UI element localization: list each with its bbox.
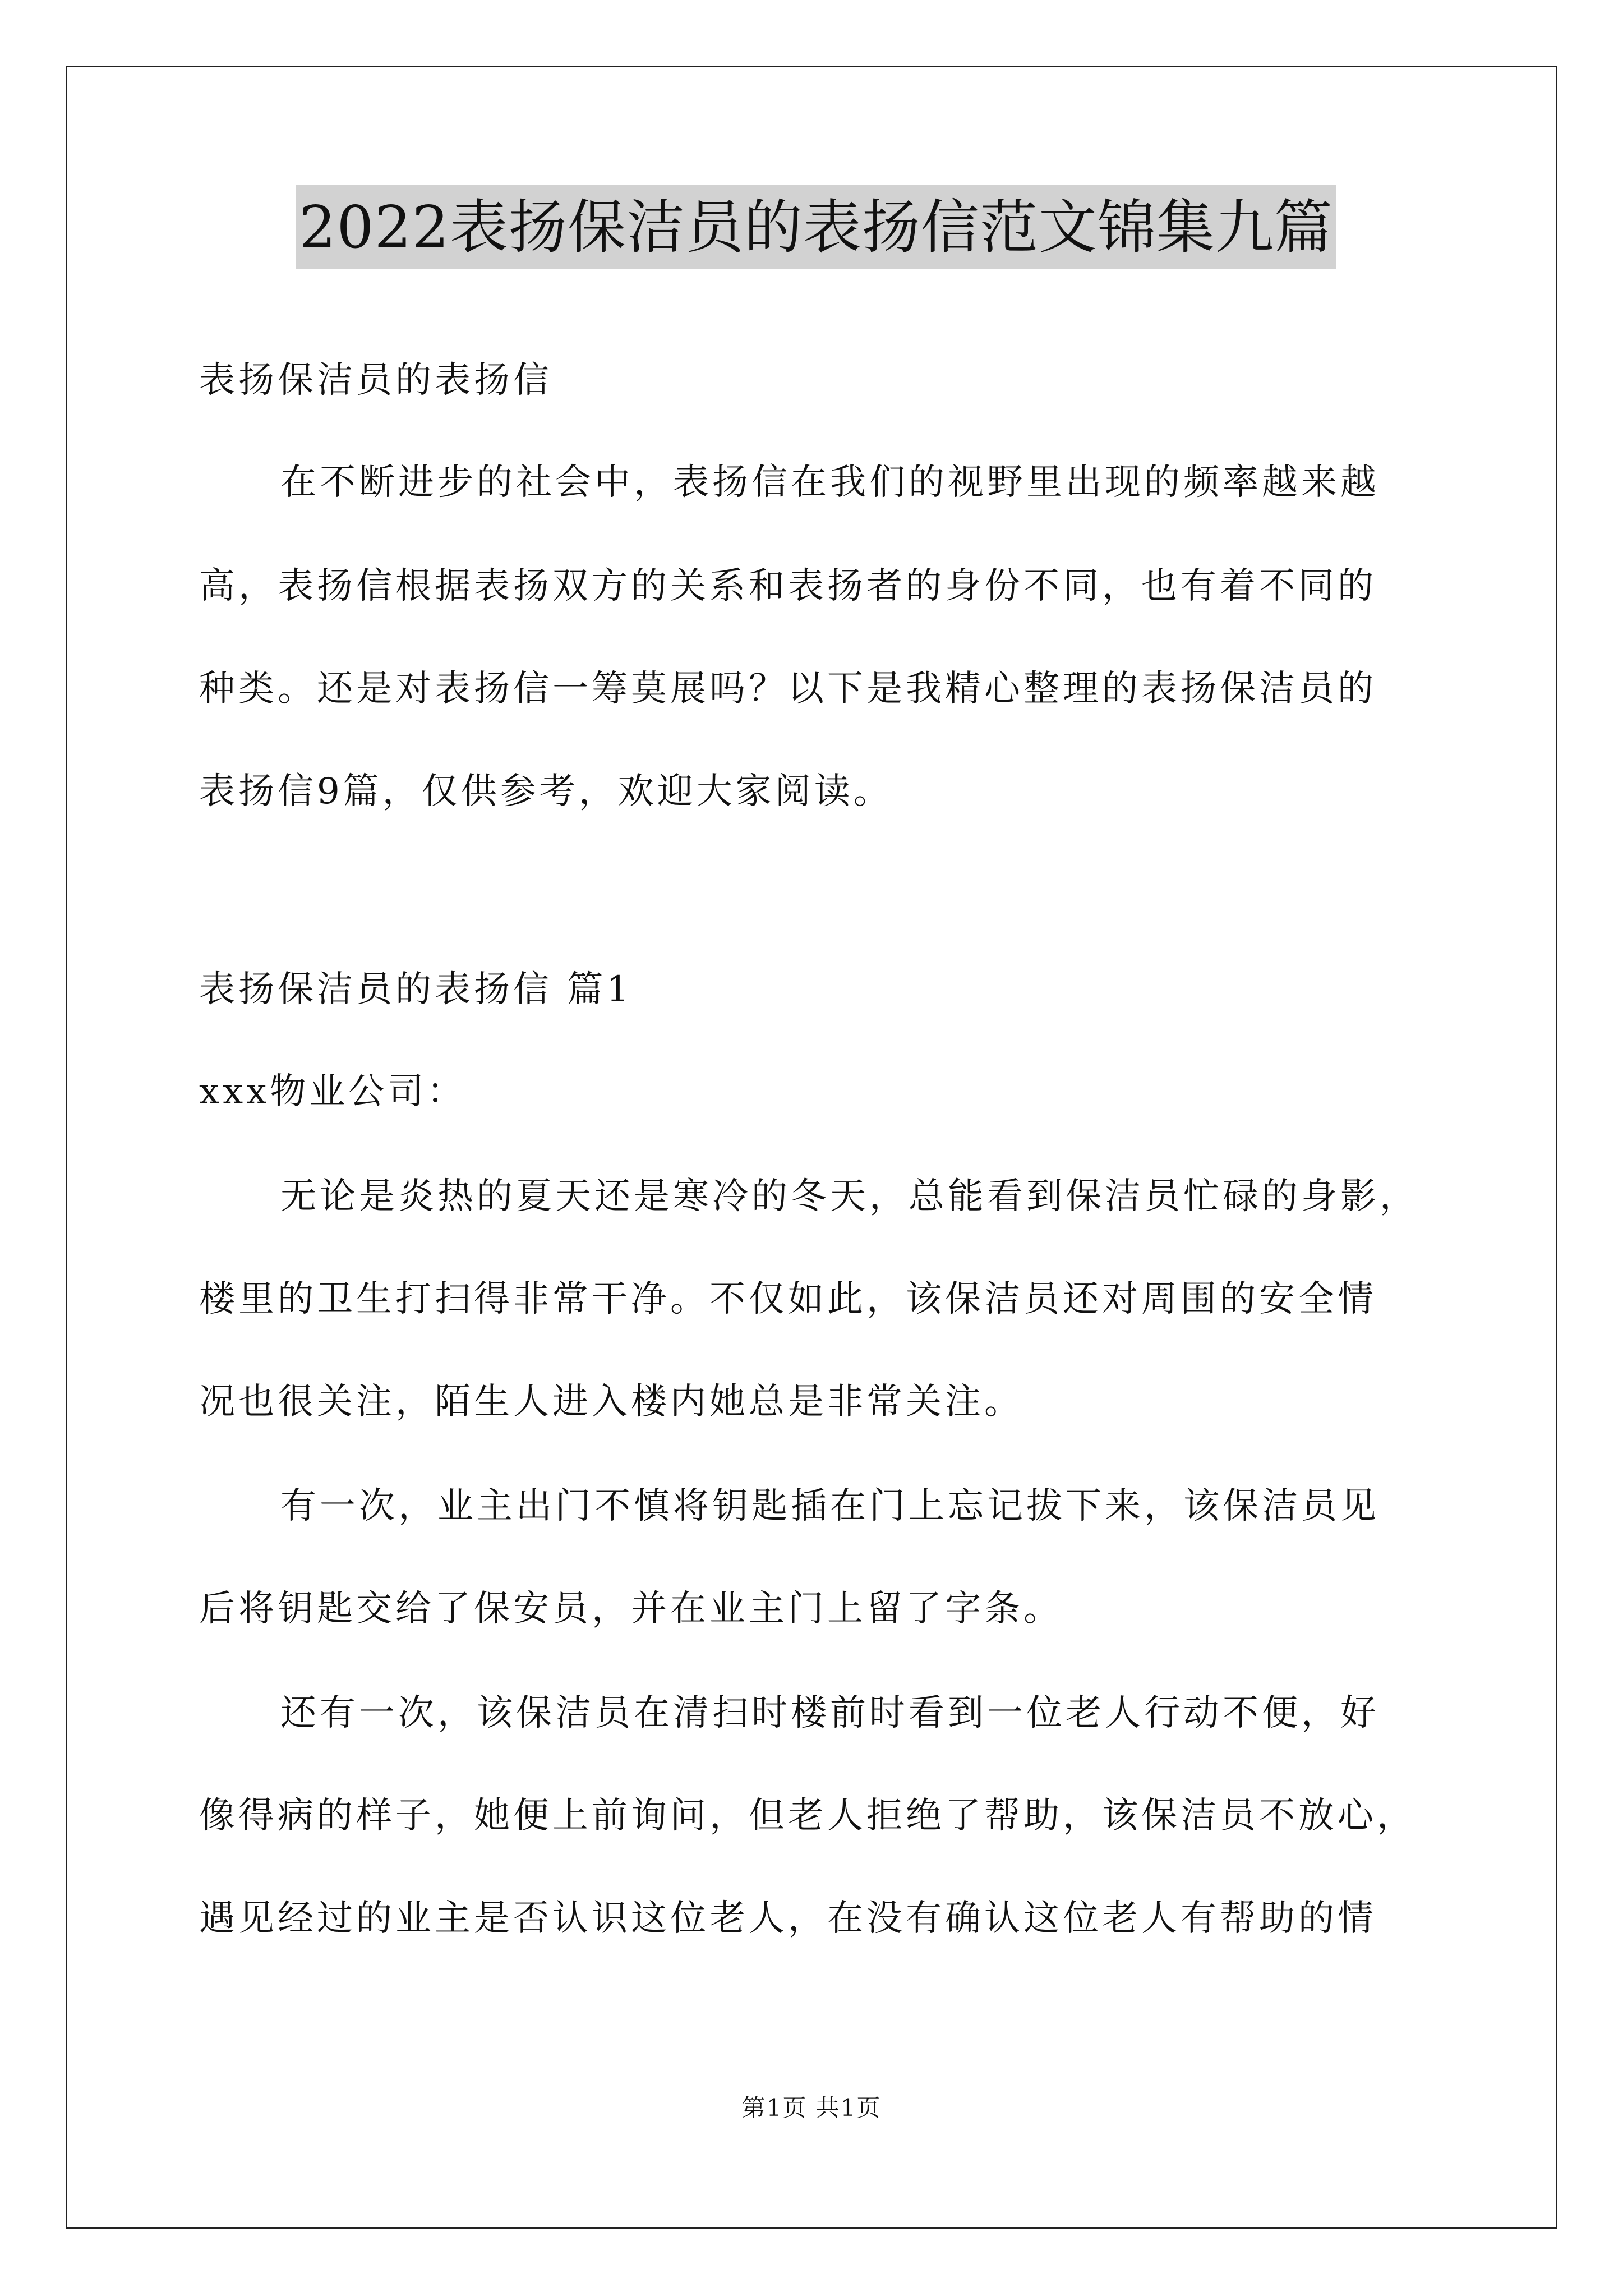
para1-line: 无论是炎热的夏天还是寒冷的冬天，总能看到保洁员忙碌的身影， <box>280 1176 1419 1217</box>
para3-line: 遇见经过的业主是否认识这位老人，在没有确认这位老人有帮助的情 <box>199 1898 1377 1939</box>
para2-line: 有一次，业主出门不慎将钥匙插在门上忘记拔下来，该保洁员见 <box>280 1485 1380 1527</box>
intro-line: 高，表扬信根据表扬双方的关系和表扬者的身份不同，也有着不同的 <box>199 565 1377 607</box>
para3-line: 像得病的样子，她便上前询问，但老人拒绝了帮助，该保洁员不放心， <box>199 1795 1416 1837</box>
intro-line: 表扬信9篇，仅供参考，欢迎大家阅读。 <box>199 771 893 812</box>
page-footer: 第1页 共1页 <box>741 2094 882 2122</box>
intro-line: 在不断进步的社会中，表扬信在我们的视野里出现的频率越来越 <box>280 462 1380 503</box>
para1-line: 况也很关注，陌生人进入楼内她总是非常关注。 <box>199 1381 1023 1423</box>
section-heading: 表扬保洁员的表扬信 篇1 <box>199 969 633 1010</box>
para1-line: 楼里的卫生打扫得非常干净。不仅如此，该保洁员还对周围的安全情 <box>199 1278 1377 1320</box>
document-title: 2022表扬保洁员的表扬信范文锦集九篇 <box>296 185 1336 269</box>
intro-line: 种类。还是对表扬信一筹莫展吗？以下是我精心整理的表扬保洁员的 <box>199 668 1377 710</box>
para2-line: 后将钥匙交给了保安员，并在业主门上留了字条。 <box>199 1588 1063 1630</box>
intro-heading: 表扬保洁员的表扬信 <box>199 360 552 401</box>
para3-line: 还有一次，该保洁员在清扫时楼前时看到一位老人行动不便，好 <box>280 1692 1380 1734</box>
salutation: xxx物业公司： <box>199 1071 467 1112</box>
title-block <box>199 185 1433 269</box>
